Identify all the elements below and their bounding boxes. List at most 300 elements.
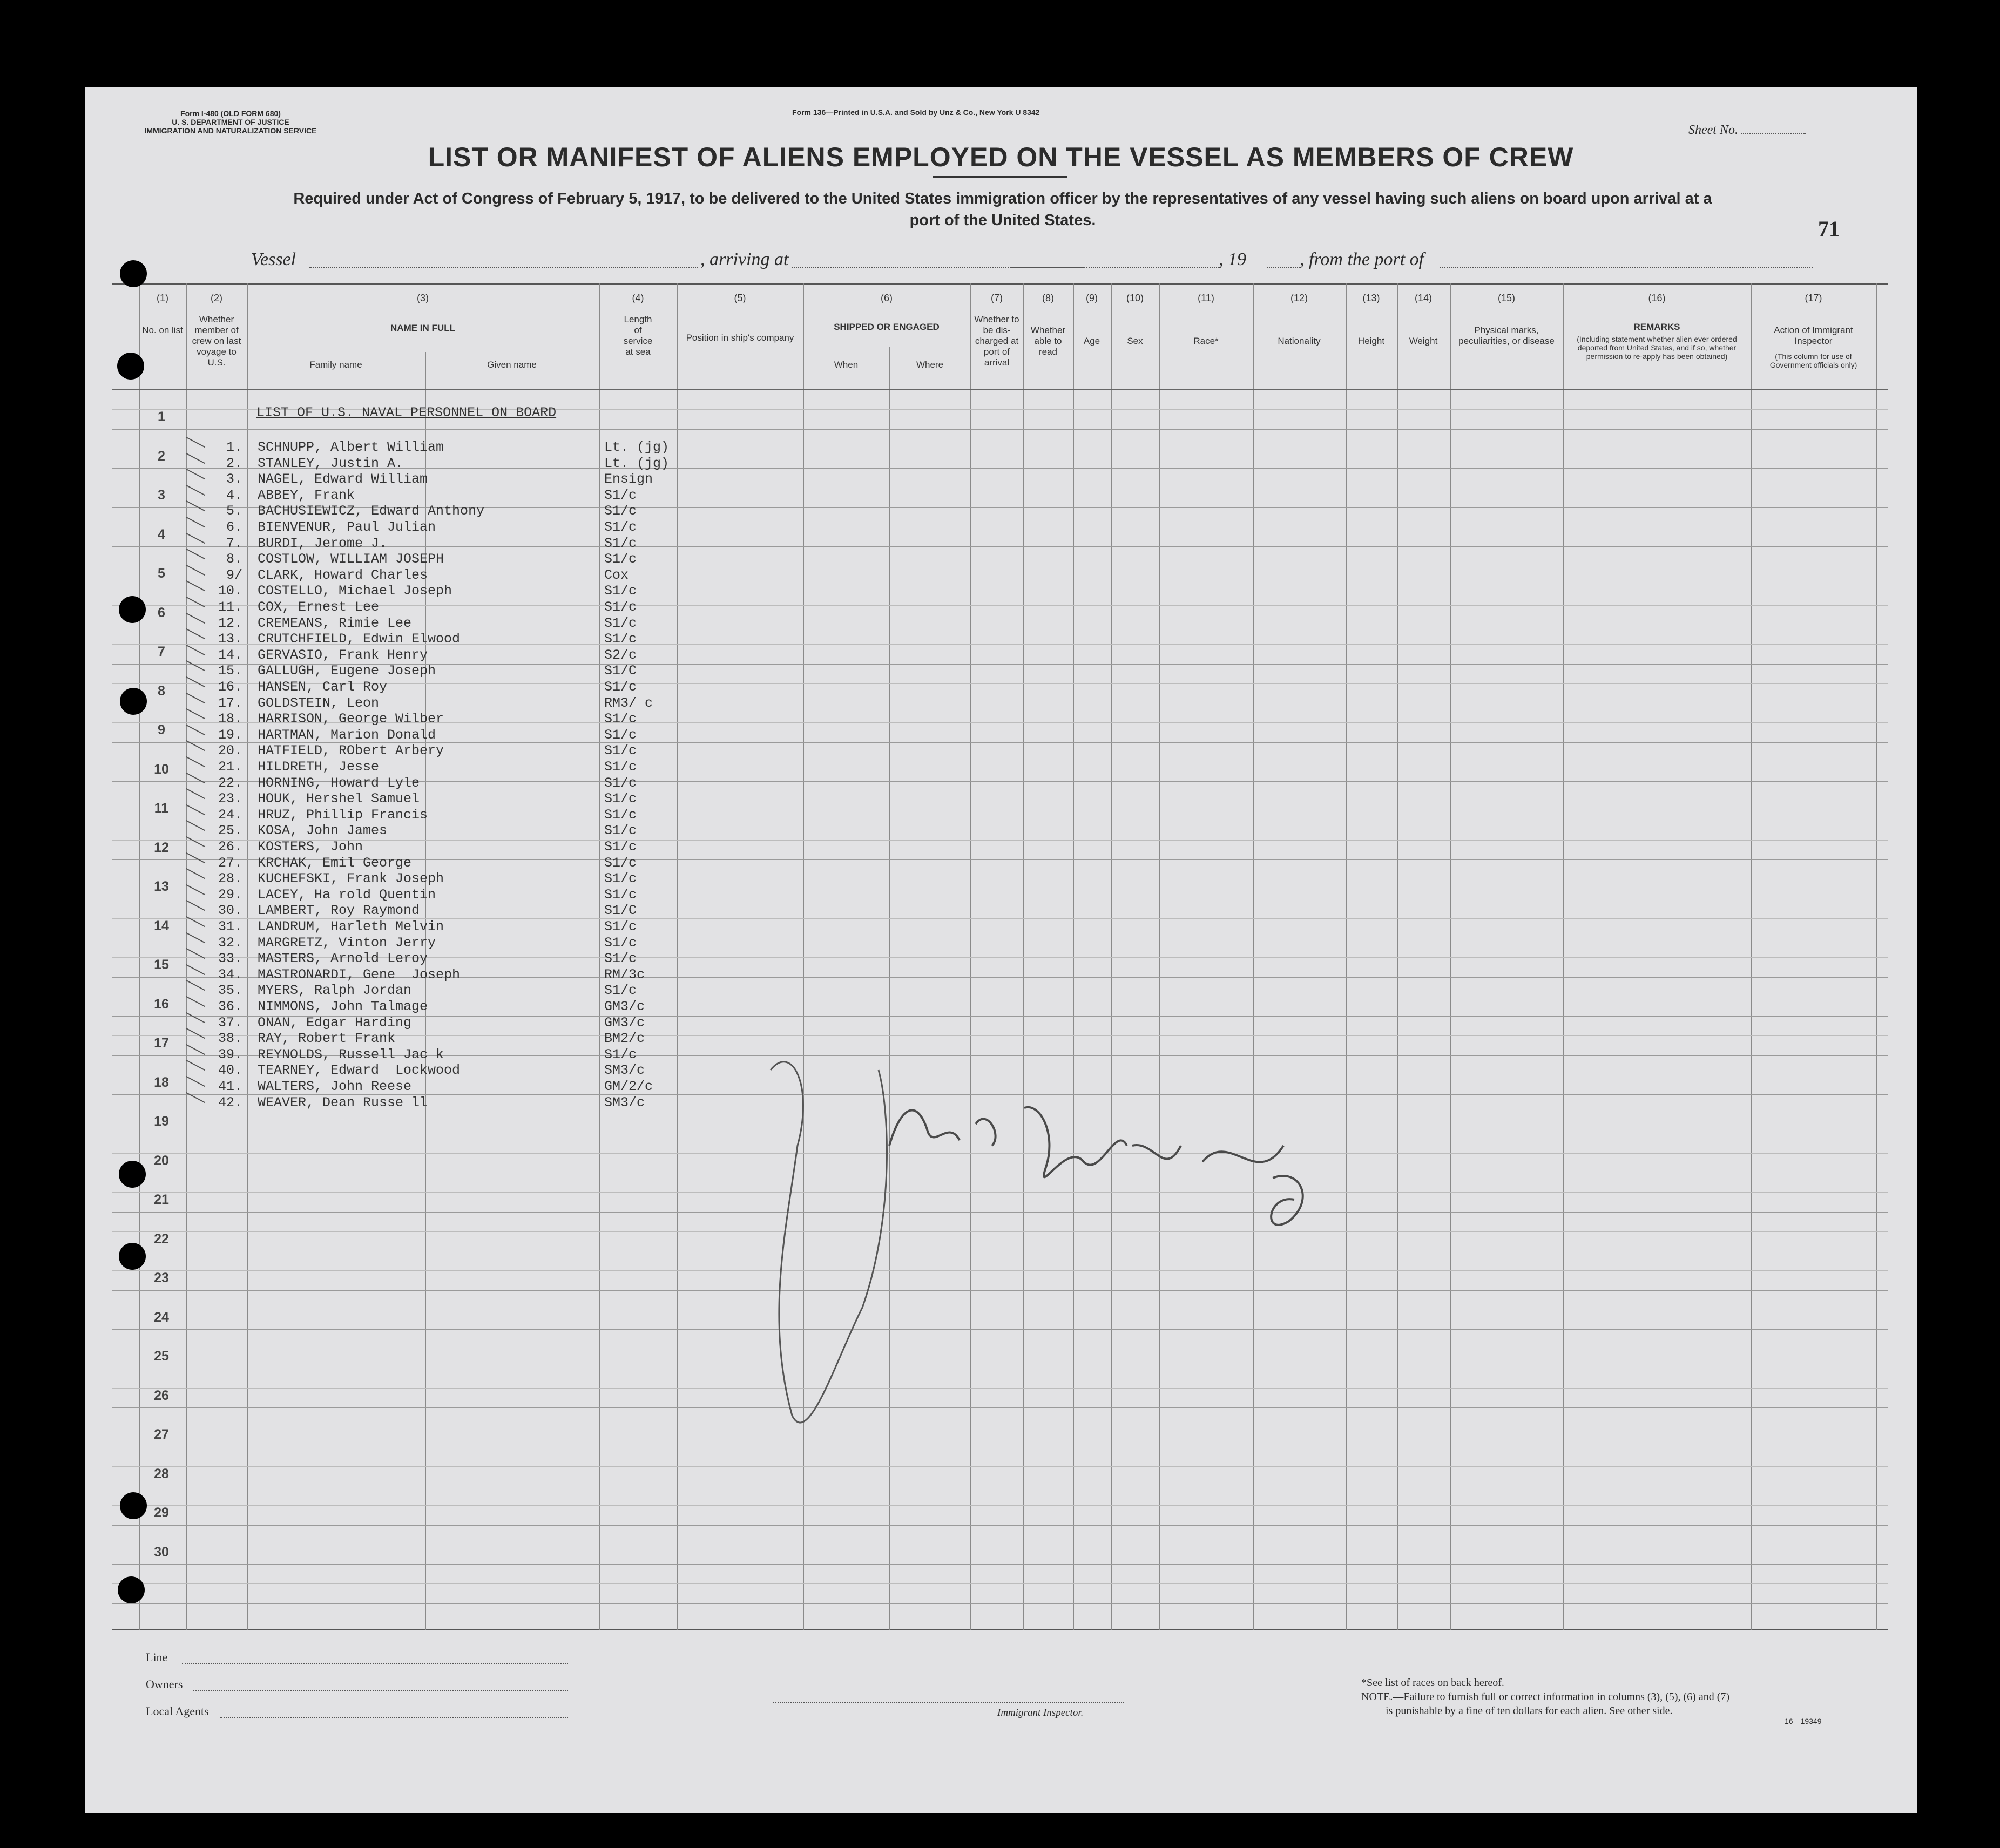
binder-hole	[119, 596, 146, 623]
binder-hole	[120, 260, 147, 287]
crew-rate: S1/c	[604, 743, 637, 759]
crew-rate: S1/c	[604, 791, 637, 807]
line-number: 22	[154, 1231, 169, 1247]
arrival-date-field[interactable]	[1011, 267, 1221, 268]
crew-number: 2.	[226, 456, 242, 471]
subtitle-line-1: Required under Act of Congress of February 5, 1917, to be delivered to the United States immigration officer by the representatives of any vessel having such aliens on board upon arrival at a	[293, 190, 1712, 207]
line-number: 25	[154, 1349, 169, 1364]
crew-name: LAMBERT, Roy Raymond	[258, 903, 420, 918]
line-number: 26	[154, 1388, 169, 1403]
crew-check-mark	[186, 1012, 205, 1024]
crew-number: 19.	[218, 727, 242, 743]
line-number: 1	[158, 409, 165, 424]
crew-check-mark	[186, 773, 205, 784]
col-divider	[1450, 283, 1451, 1630]
col-15-number: (15)	[1497, 293, 1515, 303]
line-number: 3	[158, 488, 165, 503]
crew-number: 11.	[218, 599, 242, 615]
crew-rate: S1/c	[604, 807, 637, 823]
crew-check-mark	[186, 725, 205, 736]
row-line	[112, 429, 1888, 430]
crew-name: LACEY, Ha rold Quentin	[258, 887, 436, 903]
crew-rate: S1/c	[604, 615, 637, 631]
crew-name: HANSEN, Carl Roy	[258, 679, 388, 695]
crew-number: 17.	[218, 695, 242, 711]
crew-name: GOLDSTEIN, Leon	[258, 695, 380, 711]
crew-check-mark	[186, 469, 205, 480]
crew-number: 14.	[218, 647, 242, 663]
col-9-header: Age	[1083, 336, 1100, 346]
row-line	[112, 1525, 1888, 1526]
crew-number: 29.	[218, 887, 242, 903]
row-line	[112, 1603, 1888, 1604]
crew-name: NIMMONS, John Talmage	[258, 999, 428, 1014]
crew-name: TEARNEY, Edward Lockwood	[258, 1062, 461, 1078]
line-number: 30	[154, 1545, 169, 1560]
line-number: 16	[154, 997, 169, 1012]
crew-check-mark	[186, 676, 205, 688]
row-subline	[112, 1583, 1888, 1584]
line-number: 10	[154, 762, 169, 777]
crew-check-mark	[186, 1076, 205, 1087]
col-5-header: Position in ship's company	[686, 333, 794, 343]
col-15-header: Physical marks, peculiarities, or disease	[1458, 325, 1555, 346]
line-number: 27	[154, 1427, 169, 1442]
line-number: 4	[158, 527, 165, 542]
owners-label: Owners	[146, 1677, 183, 1691]
crew-number: 42.	[218, 1095, 242, 1111]
col-3-number: (3)	[417, 293, 429, 303]
crew-name: COSTLOW, WILLIAM JOSEPH	[258, 551, 444, 567]
col-6-number: (6)	[881, 293, 893, 303]
crew-name: CRUTCHFIELD, Edwin Elwood	[258, 631, 461, 647]
crew-name: CREMEANS, Rimie Lee	[258, 615, 412, 631]
col-17-header: Action of Immigrant Inspector	[1774, 325, 1853, 346]
crew-name: CLARK, Howard Charles	[258, 567, 428, 583]
crew-check-mark	[186, 533, 205, 544]
row-line	[112, 1564, 1888, 1565]
footer-notes	[1361, 1676, 1880, 1718]
crew-number: 37.	[218, 1015, 242, 1031]
form-header-block	[117, 109, 344, 135]
crew-number: 8.	[226, 551, 242, 567]
sheet-number-label	[1688, 123, 1806, 138]
manifest-sheet	[85, 87, 1917, 1813]
printer-line: Form 136—Printed in U.S.A. and Sold by Unz & Co., New York U 8342	[792, 108, 1040, 117]
crew-rate: Lt. (jg)	[604, 456, 670, 471]
arriving-label: , arriving at	[700, 249, 789, 269]
col-divider	[677, 283, 678, 1630]
col-divider	[599, 283, 600, 1630]
handwritten-number: 71	[1818, 216, 1840, 241]
crew-rate: S1/c	[604, 887, 637, 903]
crew-number: 38.	[218, 1031, 242, 1046]
crew-number: 40.	[218, 1062, 242, 1078]
col-17-number: (17)	[1805, 293, 1822, 303]
crew-rate: S1/c	[604, 775, 637, 791]
local-agents-label: Local Agents	[146, 1704, 209, 1718]
crew-check-mark	[186, 437, 205, 448]
local-agents-field[interactable]	[220, 1717, 568, 1718]
fine-note-2: is punishable by a fine of ten dollars for each alien. See other side.	[1386, 1705, 1673, 1717]
from-port-label: , from the port of	[1300, 249, 1424, 269]
col-divider	[1563, 283, 1564, 1630]
crew-name: ABBEY, Frank	[258, 488, 355, 503]
col-13-number: (13)	[1362, 293, 1380, 303]
binder-hole	[119, 1243, 146, 1270]
col-3-family-header: Family name	[309, 360, 362, 370]
col-6-where-header: Where	[916, 360, 944, 370]
crew-rate: BM2/c	[604, 1031, 645, 1046]
crew-name: KOSA, John James	[258, 823, 388, 838]
crew-rate: S1/c	[604, 983, 637, 998]
crew-rate: S1/c	[604, 583, 637, 599]
crew-check-mark	[186, 1044, 205, 1055]
line-number: 7	[158, 644, 165, 659]
binder-hole	[119, 1161, 146, 1188]
col-13-header: Height	[1357, 336, 1385, 346]
crew-name: KRCHAK, Emil George	[258, 855, 412, 871]
crew-name: MARGRETZ, Vinton Jerry	[258, 935, 436, 951]
crew-rate: S1/c	[604, 919, 637, 935]
subtitle-line-2: port of the United States.	[909, 212, 1096, 229]
crew-check-mark	[186, 820, 205, 831]
crew-check-mark	[186, 980, 205, 991]
crew-check-mark	[186, 645, 205, 656]
crew-check-mark	[186, 708, 205, 720]
crew-rate: S1/c	[604, 631, 637, 647]
col-8-number: (8)	[1042, 293, 1054, 303]
col-2-number: (2)	[211, 293, 222, 303]
line-number: 6	[158, 605, 165, 620]
crew-name: SCHNUPP, Albert William	[258, 439, 444, 455]
crew-name: BURDI, Jerome J.	[258, 536, 388, 551]
crew-number: 35.	[218, 983, 242, 998]
crew-name: HORNING, Howard Lyle	[258, 775, 420, 791]
col-16-header: REMARKS	[1633, 322, 1680, 332]
binder-hole	[120, 688, 147, 715]
col-5-number: (5)	[734, 293, 746, 303]
line-number: 18	[154, 1075, 169, 1090]
crew-rate: S1/c	[604, 519, 637, 535]
crew-name: KUCHEFSKI, Frank Joseph	[258, 871, 444, 886]
crew-number: 9/	[226, 567, 242, 583]
inspector-signature	[754, 1038, 1321, 1448]
crew-check-mark	[186, 485, 205, 496]
crew-number: 1.	[226, 439, 242, 455]
crew-rate: Cox	[604, 567, 629, 583]
crew-check-mark	[186, 788, 205, 800]
crew-number: 39.	[218, 1047, 242, 1062]
col-6-header: SHIPPED OR ENGAGED	[834, 322, 940, 332]
crew-rate: S1/C	[604, 903, 637, 918]
crew-name: HARTMAN, Marion Donald	[258, 727, 436, 743]
sheet-label: Sheet No.	[1688, 123, 1738, 137]
line-field[interactable]	[182, 1663, 568, 1664]
crew-rate: S1/c	[604, 855, 637, 871]
crew-rate: S1/c	[604, 935, 637, 951]
col-divider	[425, 352, 426, 1630]
crew-check-mark	[186, 660, 205, 672]
crew-check-mark	[186, 852, 205, 864]
year-label: , 19	[1219, 249, 1246, 269]
crew-rate: GM3/c	[604, 1015, 645, 1031]
crew-number: 5.	[226, 503, 242, 519]
crew-name: WEAVER, Dean Russe ll	[258, 1095, 428, 1111]
line-number: 28	[154, 1466, 169, 1481]
line-number: 9	[158, 722, 165, 737]
col-4-header: Length of service at sea	[623, 314, 653, 357]
crew-name: HRUZ, Phillip Francis	[258, 807, 428, 823]
crew-number: 24.	[218, 807, 242, 823]
col-17-subheader: (This column for use of Government officials only)	[1769, 352, 1857, 369]
crew-rate: SM3/c	[604, 1062, 645, 1078]
col-9-number: (9)	[1086, 293, 1098, 303]
crew-check-mark	[186, 900, 205, 911]
fine-note-1: NOTE.—Failure to furnish full or correct information in columns (3), (5), (6) and (7)	[1361, 1691, 1730, 1703]
col-7-header: Whether to be dis-charged at port of arrival	[974, 314, 1019, 368]
crew-check-mark	[186, 549, 205, 560]
crew-check-mark	[186, 597, 205, 608]
table-top-border	[112, 283, 1888, 285]
row-subline	[112, 1466, 1888, 1467]
races-note: *See list of races on back hereof.	[1361, 1677, 1504, 1689]
col-6-when-header: When	[834, 360, 859, 370]
crew-number: 18.	[218, 711, 242, 727]
crew-rate: S1/c	[604, 1047, 637, 1062]
crew-check-mark	[186, 517, 205, 528]
crew-number: 12.	[218, 615, 242, 631]
crew-rate: S1/c	[604, 599, 637, 615]
line-number: 20	[154, 1153, 169, 1168]
col-divider	[1397, 283, 1398, 1630]
crew-number: 16.	[218, 679, 242, 695]
row-subline	[112, 840, 1888, 841]
crew-rate: S1/c	[604, 823, 637, 838]
col-divider	[247, 283, 248, 1630]
year-field[interactable]	[1267, 267, 1300, 268]
vessel-label: Vessel	[251, 249, 296, 269]
vessel-field[interactable]	[309, 267, 698, 268]
crew-name: COSTELLO, Michael Joseph	[258, 583, 452, 599]
crew-number: 4.	[226, 488, 242, 503]
col-divider	[1346, 283, 1347, 1630]
line-number: 24	[154, 1310, 169, 1325]
crew-name: MASTRONARDI, Gene Joseph	[258, 967, 461, 983]
crew-check-mark	[186, 996, 205, 1007]
from-port-field[interactable]	[1440, 267, 1813, 268]
crew-number: 15.	[218, 663, 242, 679]
crew-name: NAGEL, Edward William	[258, 471, 428, 487]
crew-rate: S1/c	[604, 503, 637, 519]
crew-rate: S1/c	[604, 951, 637, 966]
crew-name: LANDRUM, Harleth Melvin	[258, 919, 444, 935]
service: IMMIGRATION AND NATURALIZATION SERVICE	[144, 126, 317, 135]
col-11-number: (11)	[1198, 293, 1214, 303]
owners-field[interactable]	[193, 1690, 568, 1691]
crew-rate: Ensign	[604, 471, 653, 487]
crew-check-mark	[186, 964, 205, 976]
crew-name: GERVASIO, Frank Henry	[258, 647, 428, 663]
col-16-number: (16)	[1648, 293, 1666, 303]
crew-rate: GM3/c	[604, 999, 645, 1014]
crew-number: 41.	[218, 1079, 242, 1094]
table-bottom-border	[112, 1629, 1888, 1630]
crew-name: BIENVENUR, Paul Julian	[258, 519, 436, 535]
crew-check-mark	[186, 1060, 205, 1071]
crew-check-mark	[186, 740, 205, 752]
line-number: 2	[158, 449, 165, 464]
line-number: 8	[158, 683, 165, 699]
crew-check-mark	[186, 868, 205, 879]
line-number: 15	[154, 957, 169, 972]
crew-number: 36.	[218, 999, 242, 1014]
crew-name: REYNOLDS, Russell Jac k	[258, 1047, 444, 1062]
crew-rate: S1/c	[604, 871, 637, 886]
col-10-header: Sex	[1127, 336, 1143, 346]
col-14-header: Weight	[1409, 336, 1438, 346]
crew-name: COX, Ernest Lee	[258, 599, 380, 615]
col-7-number: (7)	[991, 293, 1003, 303]
crew-check-mark	[186, 613, 205, 624]
col-11-header: Race*	[1193, 336, 1219, 346]
line-number: 12	[154, 840, 169, 855]
department: U. S. DEPARTMENT OF JUSTICE	[172, 118, 289, 126]
line-number: 19	[154, 1114, 169, 1129]
crew-number: 33.	[218, 951, 242, 966]
form-id: Form I-480 (OLD FORM 680)	[180, 109, 281, 118]
line-number: 23	[154, 1270, 169, 1285]
crew-check-mark	[186, 804, 205, 816]
crew-name: GALLUGH, Eugene Joseph	[258, 663, 436, 679]
crew-rate: S1/c	[604, 488, 637, 503]
col-1-header: No. on list	[142, 325, 183, 335]
inspector-label: Immigrant Inspector.	[997, 1707, 1084, 1718]
col-4-number: (4)	[632, 293, 644, 303]
crew-rate: S2/c	[604, 647, 637, 663]
sheet-number-field[interactable]	[1741, 133, 1806, 134]
crew-rate: GM/2/c	[604, 1079, 653, 1094]
line-number: 21	[154, 1192, 169, 1207]
crew-name: HOUK, Hershel Samuel	[258, 791, 420, 807]
crew-rate: S1/c	[604, 536, 637, 551]
list-heading: LIST OF U.S. NAVAL PERSONNEL ON BOARD	[256, 405, 557, 421]
col-3-given-header: Given name	[487, 360, 537, 370]
line-number: 13	[154, 879, 169, 894]
form-code: 16—19349	[1785, 1717, 1822, 1725]
col-divider	[1751, 283, 1752, 1630]
crew-name: HILDRETH, Jesse	[258, 759, 380, 775]
binder-hole	[117, 353, 144, 380]
crew-check-mark	[186, 884, 205, 896]
crew-number: 32.	[218, 935, 242, 951]
line-number: 11	[154, 801, 169, 816]
col-12-header: Nationality	[1278, 336, 1321, 346]
crew-check-mark	[186, 1028, 205, 1039]
binder-hole	[118, 1576, 145, 1603]
crew-name: RAY, Robert Frank	[258, 1031, 396, 1046]
col-divider	[139, 283, 140, 1630]
crew-name: MASTERS, Arnold Leroy	[258, 951, 428, 966]
col-2-header: Whether member of crew on last voyage to U.S.	[192, 314, 241, 368]
line-number: 17	[154, 1035, 169, 1051]
inspector-signature-line[interactable]	[773, 1702, 1124, 1703]
crew-number: 13.	[218, 631, 242, 647]
crew-rate: Lt. (jg)	[604, 439, 670, 455]
crew-name: MYERS, Ralph Jordan	[258, 983, 412, 998]
title-underline	[933, 176, 1067, 178]
crew-number: 3.	[226, 471, 242, 487]
crew-check-mark	[186, 916, 205, 928]
crew-name: STANLEY, Justin A.	[258, 456, 404, 471]
line-number: 5	[158, 566, 165, 581]
crew-number: 34.	[218, 967, 242, 983]
crew-check-mark	[186, 453, 205, 464]
crew-number: 23.	[218, 791, 242, 807]
crew-rate: RM3/ c	[604, 695, 653, 711]
crew-rate: S1/c	[604, 551, 637, 567]
col-14-number: (14)	[1414, 293, 1432, 303]
crew-rate: SM3/c	[604, 1095, 645, 1111]
col-1-number: (1)	[157, 293, 168, 303]
crew-name: WALTERS, John Reese	[258, 1079, 412, 1094]
crew-rate: S1/c	[604, 711, 637, 727]
col-8-header: Whether able to read	[1030, 325, 1066, 357]
crew-rate: S1/c	[604, 759, 637, 775]
crew-rate: S1/c	[604, 839, 637, 855]
crew-rate: RM/3c	[604, 967, 645, 983]
crew-check-mark	[186, 628, 205, 640]
line-number: 14	[154, 918, 169, 933]
crew-rate: S1/C	[604, 663, 637, 679]
crew-number: 26.	[218, 839, 242, 855]
crew-name: BACHUSIEWICZ, Edward Anthony	[258, 503, 485, 519]
crew-number: 25.	[218, 823, 242, 838]
col-3-header: NAME IN FULL	[390, 323, 455, 333]
col-12-number: (12)	[1290, 293, 1308, 303]
crew-number: 20.	[218, 743, 242, 759]
binder-hole	[120, 1492, 147, 1519]
crew-number: 27.	[218, 855, 242, 871]
col-16-subheader: (Including statement whether alien ever ordered deported from United States, and if so, whether permission to re-apply has been obtained)	[1577, 335, 1737, 361]
crew-number: 6.	[226, 519, 242, 535]
crew-check-mark	[186, 693, 205, 704]
col-divider	[1876, 283, 1877, 1630]
crew-check-mark	[186, 500, 205, 512]
crew-name: HARRISON, George Wilber	[258, 711, 444, 727]
crew-number: 10.	[218, 583, 242, 599]
crew-number: 7.	[226, 536, 242, 551]
crew-name: ONAN, Edgar Harding	[258, 1015, 412, 1031]
row-subline	[112, 1505, 1888, 1506]
crew-check-mark	[186, 1092, 205, 1104]
col-10-number: (10)	[1126, 293, 1144, 303]
crew-rate: S1/c	[604, 679, 637, 695]
crew-number: 21.	[218, 759, 242, 775]
crew-number: 31.	[218, 919, 242, 935]
crew-number: 30.	[218, 903, 242, 918]
crew-name: HATFIELD, RObert Arbery	[258, 743, 444, 759]
crew-rate: S1/c	[604, 727, 637, 743]
line-number: 29	[154, 1505, 169, 1520]
line-label: Line	[146, 1650, 168, 1664]
crew-name: KOSTERS, John	[258, 839, 363, 855]
crew-check-mark	[186, 836, 205, 848]
crew-number: 22.	[218, 775, 242, 791]
crew-number: 28.	[218, 871, 242, 886]
page-title: LIST OR MANIFEST OF ALIENS EMPLOYED ON THE VESSEL AS MEMBERS OF CREW	[428, 142, 1574, 172]
subtitle	[139, 188, 1867, 231]
